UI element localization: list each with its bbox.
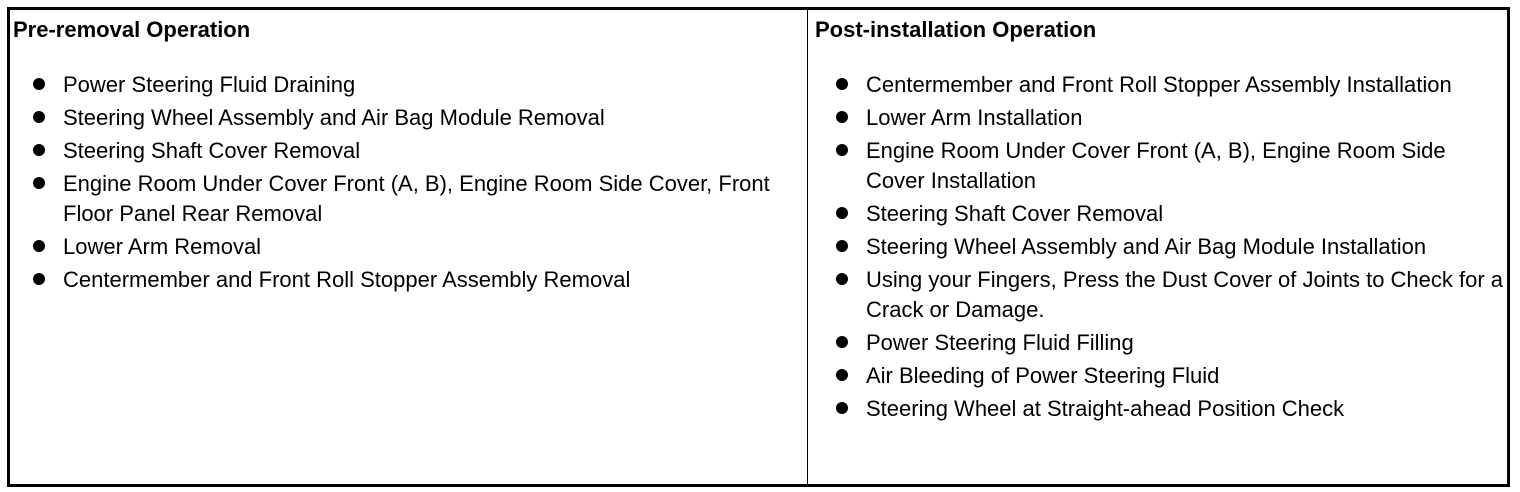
post-installation-list: [834, 70, 1504, 427]
pre-removal-column: [10, 10, 808, 484]
step-text: Engine Room Under Cover Front (A, B), Engine Room Side Cover Installation: [866, 138, 1446, 193]
bullet-icon: [31, 70, 63, 100]
list-item: [834, 265, 1504, 325]
step-text: Steering Wheel at Straight-ahead Position Check: [866, 396, 1345, 421]
pre-removal-title: Pre-removal Operation: [13, 17, 251, 42]
step-text: Steering Shaft Cover Removal: [866, 201, 1164, 226]
bullet-icon: [31, 169, 63, 199]
bullet-icon: [834, 199, 866, 229]
list-item: [834, 70, 1504, 100]
step-text: Air Bleeding of Power Steering Fluid: [866, 363, 1220, 388]
step-text: Power Steering Fluid Draining: [63, 72, 356, 97]
list-item: [834, 199, 1504, 229]
list-item: [834, 136, 1504, 196]
bullet-icon: [31, 103, 63, 133]
bullet-icon: [834, 70, 866, 100]
bullet-icon: [31, 136, 63, 166]
step-text: Centermember and Front Roll Stopper Assembly Removal: [63, 267, 631, 292]
step-text: Centermember and Front Roll Stopper Assembly Installation: [866, 72, 1452, 97]
step-text: Lower Arm Removal: [63, 234, 262, 259]
list-item: [834, 361, 1504, 391]
bullet-icon: [834, 103, 866, 133]
list-item: [31, 70, 806, 100]
bullet-icon: [834, 394, 866, 424]
bullet-icon: [31, 232, 63, 262]
list-item: [31, 136, 806, 166]
bullet-icon: [834, 361, 866, 391]
step-text: Engine Room Under Cover Front (A, B), Engine Room Side Cover, Front Floor Panel Rear Removal: [63, 171, 770, 226]
step-text: Steering Shaft Cover Removal: [63, 138, 361, 163]
post-installation-column: [808, 10, 1507, 484]
list-item: [834, 328, 1504, 358]
list-item: [834, 103, 1504, 133]
step-text: Power Steering Fluid Filling: [866, 330, 1134, 355]
step-text: Steering Wheel Assembly and Air Bag Module Removal: [63, 105, 605, 130]
pre-removal-list: [31, 70, 806, 298]
list-item: [31, 169, 806, 229]
bullet-icon: [834, 136, 866, 166]
step-text: Lower Arm Installation: [866, 105, 1083, 130]
list-item: [31, 232, 806, 262]
step-text: Using your Fingers, Press the Dust Cover of Joints to Check for a Crack or Damage.: [866, 267, 1504, 322]
list-item: [834, 232, 1504, 262]
bullet-icon: [31, 265, 63, 295]
list-item: [31, 103, 806, 133]
operation-table: [7, 7, 1510, 487]
list-item: [31, 265, 806, 295]
post-installation-title: Post-installation Operation: [815, 17, 1097, 42]
bullet-icon: [834, 328, 866, 358]
bullet-icon: [834, 265, 866, 295]
step-text: Steering Wheel Assembly and Air Bag Module Installation: [866, 234, 1427, 259]
bullet-icon: [834, 232, 866, 262]
list-item: [834, 394, 1504, 424]
